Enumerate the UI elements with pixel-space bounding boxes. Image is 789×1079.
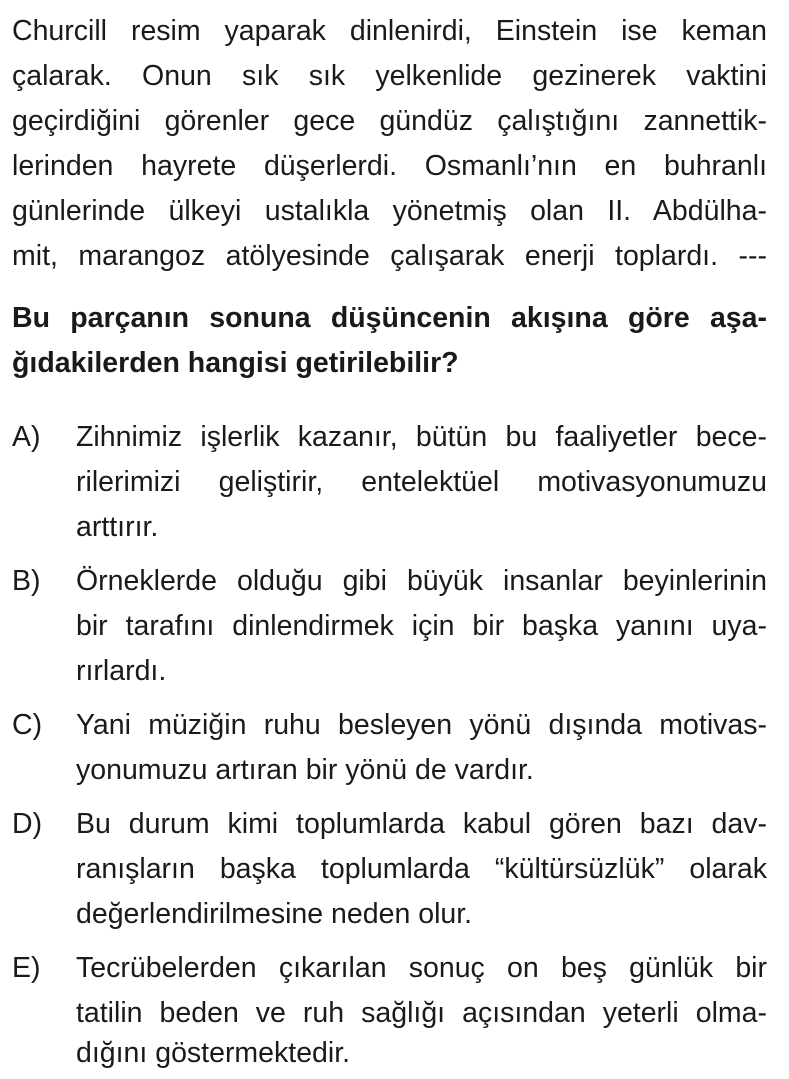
option-a-letter: A) xyxy=(12,421,41,453)
option-d-letter: D) xyxy=(12,808,43,840)
option-a-line: Zihnimiz işlerlik kazanır, bütün bu faaliyetler bece- xyxy=(76,421,767,453)
option-d-line: ranışların başka toplumlarda “kültürsüzlük” olarak xyxy=(76,853,767,885)
option-d-line: değerlendirilmesine neden olur. xyxy=(76,898,473,930)
passage-line: lerinden hayrete düşerlerdi. Osmanlı’nın en buhranlı xyxy=(12,150,767,182)
option-b-line: bir tarafını dinlendirmek için bir başka yanını uya- xyxy=(76,610,767,642)
option-c-line: Yani müziğin ruhu besleyen yönü dışında motivas- xyxy=(76,709,767,741)
passage-line: Churcill resim yaparak dinlenirdi, Einstein ise keman xyxy=(12,15,767,47)
option-b-line: Örneklerde olduğu gibi büyük insanlar beyinlerinin xyxy=(76,565,767,597)
option-e-line: Tecrübelerden çıkarılan sonuç on beş günlük bir xyxy=(76,952,767,984)
option-b-line: rırlardı. xyxy=(76,655,167,687)
question-line: Bu parçanın sonuna düşüncenin akışına göre aşa- xyxy=(12,302,767,334)
option-a-line: arttırır. xyxy=(76,511,159,543)
option-b-letter: B) xyxy=(12,565,41,597)
option-e-letter: E) xyxy=(12,952,41,984)
passage-line: günlerinde ülkeyi ustalıkla yönetmiş olan II. Abdülha- xyxy=(12,195,767,227)
option-c-letter: C) xyxy=(12,709,43,741)
option-a-line: rilerimizi geliştirir, entelektüel motivasyonumuzu xyxy=(76,466,767,498)
passage-line: geçirdiğini görenler gece gündüz çalıştığını zannettik- xyxy=(12,105,767,137)
passage-line: çalarak. Onun sık sık yelkenlide gezinerek vaktini xyxy=(12,60,767,92)
option-e-line: dığını göstermektedir. xyxy=(76,1037,351,1069)
question-line: ğıdakilerden hangisi getirilebilir? xyxy=(12,347,459,379)
option-e-line: tatilin beden ve ruh sağlığı açısından yeterli olma- xyxy=(76,997,767,1029)
option-c-line: yonumuzu artıran bir yönü de vardır. xyxy=(76,754,534,786)
passage-line: mit, marangoz atölyesinde çalışarak enerji toplardı. --- xyxy=(12,240,767,272)
option-d-line: Bu durum kimi toplumlarda kabul gören bazı dav- xyxy=(76,808,767,840)
